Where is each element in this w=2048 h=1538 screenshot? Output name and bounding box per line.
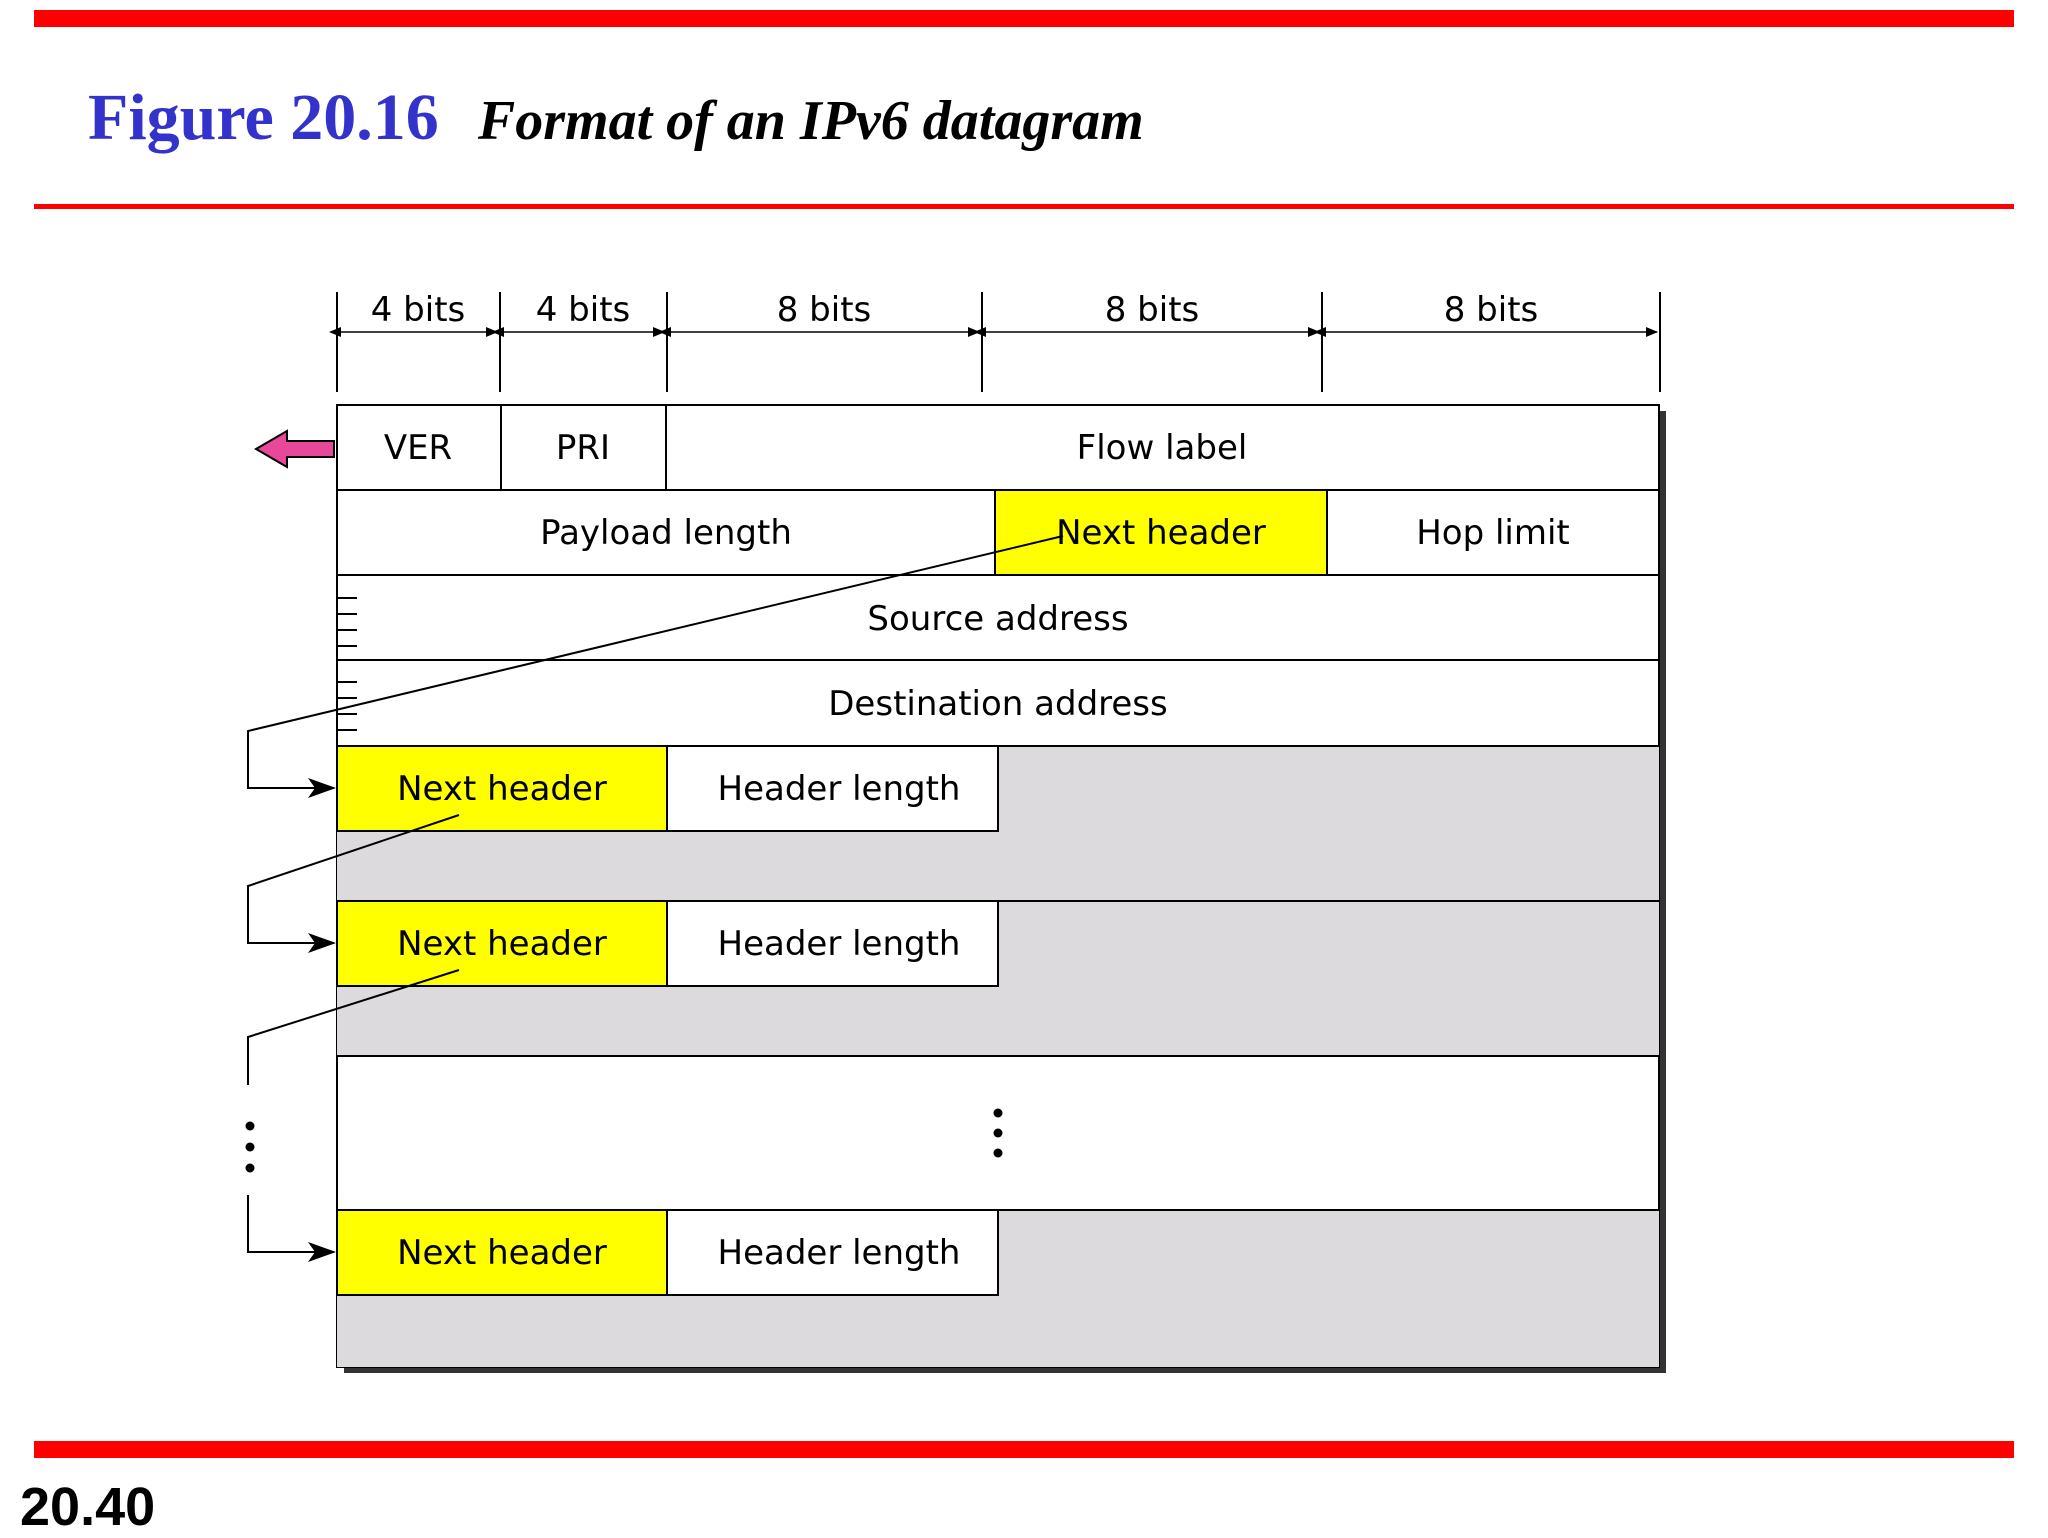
chain-arrow-3-end bbox=[248, 1195, 334, 1252]
figure-number: Figure 20.16 bbox=[88, 81, 439, 154]
bottom-rule bbox=[34, 1441, 2014, 1458]
source-address-label: Source address bbox=[867, 599, 1129, 639]
ext3-next-header-label: Next header bbox=[397, 1233, 607, 1273]
ext2-next-header-label: Next header bbox=[397, 924, 607, 964]
pri-label: PRI bbox=[555, 428, 611, 468]
figure-caption: Format of an IPv6 datagram bbox=[477, 90, 1144, 152]
bit-scale bbox=[337, 290, 1660, 392]
page-number: 20.40 bbox=[20, 1477, 156, 1537]
ext3-header-length-label: Header length bbox=[717, 1233, 961, 1273]
flow-label-label: Flow label bbox=[1076, 428, 1248, 468]
vertical-ellipsis-icon bbox=[994, 1109, 1003, 1158]
payload-length-label: Payload length bbox=[540, 513, 792, 553]
ext2-header-length-label: Header length bbox=[717, 924, 961, 964]
bit-label-byte-2: 8 bits bbox=[1104, 290, 1200, 330]
hop-limit-label: Hop limit bbox=[1416, 513, 1570, 553]
bit-label-byte-3: 8 bits bbox=[1443, 290, 1539, 330]
destination-address-label: Destination address bbox=[828, 684, 1168, 724]
base-next-header-label: Next header bbox=[1056, 513, 1266, 553]
ext1-next-header-label: Next header bbox=[397, 769, 607, 809]
chain-ellipsis-icon bbox=[246, 1122, 255, 1173]
bit-label-byte-1: 8 bits bbox=[776, 290, 872, 330]
bit-label-pri: 4 bits bbox=[535, 290, 631, 330]
ext1-header-length-label: Header length bbox=[717, 769, 961, 809]
ver-label: VER bbox=[383, 428, 453, 468]
left-arrow-icon bbox=[256, 431, 334, 467]
bit-label-ver: 4 bits bbox=[370, 290, 466, 330]
